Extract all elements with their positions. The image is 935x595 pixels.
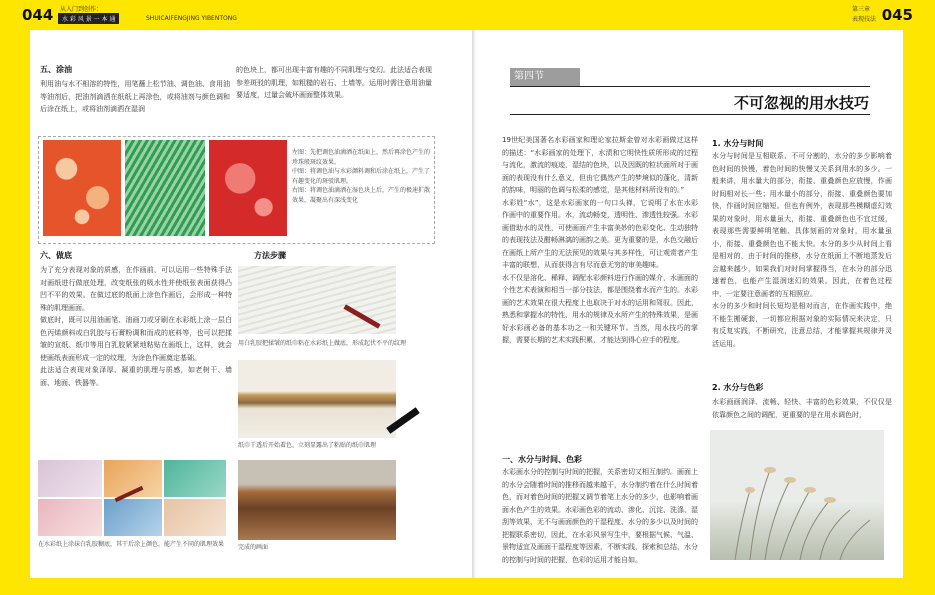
texture-swatch-6 bbox=[164, 499, 226, 536]
left-book-title: 水 彩 风 景 一 本 通 bbox=[58, 13, 119, 24]
grass-painting-image bbox=[710, 430, 884, 560]
left-series: 从入门到创作： bbox=[60, 6, 103, 13]
step2-image bbox=[238, 360, 396, 438]
sub2-title: 2. 水分与色彩 bbox=[712, 383, 764, 392]
sub1-text: 水分与时间是互相联系、不可分割的，水分的多少影响着色时间的快慢，着色时间的快慢又关系到用水的多少。一般来讲，用水量大的部分，衔接、重叠颜色应放慢，作画时间相对长一些；用水量小的部分，衔接、重叠颜色要加快，作画时间应缩短。但也有例外，表现那些模糊虚幻效果的对象时，用水量虽大，衔接、重叠颜色也不宜过缓，表现那些需要鲜明笔触、具体刻画的对象时，用水量虽小，衔接、重叠颜色也不能太快。水分的多少从时间上看是相对的，由于时间的推移，水分在纸面上不断地蒸发后会越来越少，如果我们对时间掌握得当，在水分的部分迅速着色，也能产生湿润迷幻的效果。因此，在着色过程中，一定要注意画者的互相照应。 水分的多少和时间长短均是相对而言，在作画实践中，绝不能生搬硬套，一切都应根据对象的实际情况来决定，只有反复实践，不断研究，注意总结，才能掌握其规律并灵活运用。 bbox=[712, 152, 892, 348]
step1-caption: 用白乳胶把揉皱的纸巾粘在水彩纸上做底，形成起伏不平的纹理 bbox=[238, 340, 407, 347]
bottom-left-caption: 在水彩纸上涂抹白乳胶糊底，其干后涂上颜色，能产生不同的肌理效果 bbox=[38, 541, 225, 548]
texture-swatch-5 bbox=[104, 499, 162, 536]
sec6-title: 六、做底 bbox=[40, 251, 72, 260]
section-label: 第四节 bbox=[510, 68, 580, 86]
sec5-title: 五、涂油 bbox=[40, 65, 72, 74]
section-rule-top bbox=[510, 86, 870, 87]
left-page bbox=[30, 30, 472, 578]
step2-caption: 纸巾干透后开始着色，立刻显露出了粘贴的纸巾肌理 bbox=[238, 442, 377, 449]
sec6-text: 为了充分表现对象的质感，在作画前，可以运用一些特殊手法对画纸进行做底处理，改变纸张的吸水性并使纸张表面获得凸凹不平的效果。在做过底的纸面上涂色作画后，会形成一种特殊的肌理画面。 做底时，既可以用油画笔、油画刀或牙刷在水彩纸上涂一层白色丙烯颜料或白乳胶与石膏粉调和而成的底料等，也可以把揉皱的宣纸、纸巾等用白乳胶紧紧地粘贴在画纸上，这样，就会使画纸表面形成一定的纹理，为涂色作画奠定基础。 此法适合表现对象泽厚、凝重的肌理与质感，如老树干、墙面、地面、铁器等。 bbox=[40, 266, 232, 387]
intro-text: 19世纪美国著名水彩画家和理论家拉斯金曾对水彩画做过这样的描述：“水彩画家的处理下，水渍和它明快性质所形成的过程与流化，激流的痕迹，湿结的色块，以及因既的粒状面所对于画面的表现没有什么意义，但由它偶然产生的梦境似的蓬化，清新的韵味，明丽的色调与松柔的感觉，是其他材料所没有的。” 水彩姓“水”，这是水彩画家的一句口头禅，它说明了水在水彩作画中的重要作用。水，流动畅变，透明性、渗透性较强。水彩画借助水的灵性，可使画面产生丰富美妙的色彩变化、生动独特的表现技法及酣畅淋漓的画韵之美。更为重要的是，水色交融后在画纸上所产生的无法预见的效果与其多样性，可让观赏者产生丰富的联想，从而获得言有尽而意无穷的审美趣味。 水不仅是溶化、稀释、调配水彩颜料进行作画的媒介，水画面的个性艺术表演和相当一部分技法，都是围绕着水而产生的。水彩画的艺术效果在很大程度上也取决于对水的运用和驾驭。因此，熟悉和掌握水的特性、用水的规律及水所产生的特殊效果，是画好水彩画必备的基本功之一和关键环节。当然，用水技巧的掌握，需要长期的艺术实践积累，才能达到得心应手的程度。 bbox=[502, 136, 698, 344]
texture-swatch-3 bbox=[164, 460, 226, 497]
oil-example-right-image bbox=[209, 140, 287, 236]
left-page-number: 044 bbox=[22, 6, 54, 24]
sec5-col2: 的色块上，都可出现丰富有趣的不同肌理与变幻。此法适合表现参差斑驳的肌理，如粗糙的岩石、土墙等。运用时需注意用油量要适度，过量会破坏画面整体效果。 bbox=[236, 66, 432, 99]
oil-examples-caption: 左图：先把调色油滴洒在纸面上，然后再涂色产生的珍珠般斑纹效果。 中图：将调色油与水彩颜料调和后涂在纸上，产生了有趣变化的斑驳肌理。 右图：将调色油滴洒在湿色块上后，产生的极速扩散效果，凝聚出有深浅变化 bbox=[292, 149, 431, 204]
grass-strokes-icon bbox=[710, 430, 884, 560]
texture-swatch-1 bbox=[38, 460, 102, 497]
sec1-text: 水彩画水分的控制与时间的把握，关系密切又相互制约。画面上的水分会随着时间的推移而越来越干，水分制约着在什么时间着色，而对着色时间的把握又调节着笔上水分的多少，也影响着画面水色产生的效果。水彩画色彩的流动、渗化、沉淀、洗涤、湿刮等效果，无不与画面颜色的干湿程度、水分的多少以及时间的把握联系密切，因此，在水彩风景写生中，要根据气候、气温、景物适宜及画面干湿程度等因素，不断实践，探索和总结，水分的控制与时间的把握，色彩的运用才能自如。 bbox=[502, 468, 698, 564]
step3-caption: 完成的画面 bbox=[238, 544, 269, 551]
section-title: 不可忽视的用水技巧 bbox=[733, 94, 869, 112]
left-pinyin: SHUICAIFENGJING YIBENTONG bbox=[146, 15, 237, 22]
method-title: 方法步骤 bbox=[254, 251, 286, 260]
section-rule-bottom bbox=[510, 114, 870, 115]
sec1-title: 一、水分与时间、色彩 bbox=[502, 455, 582, 464]
right-chapter-sub: 表现技法 bbox=[852, 16, 877, 23]
step3-image bbox=[238, 460, 396, 540]
right-page-number: 045 bbox=[881, 6, 913, 24]
oil-example-middle-image bbox=[125, 140, 205, 236]
sub1-title: 1. 水分与时间 bbox=[712, 139, 764, 148]
texture-swatch-4 bbox=[38, 499, 102, 536]
sub2-text: 水彩画画润泽、流畅、轻快、丰富的色彩效果，不仅仅是依靠颜色之间的调配，更重要的是在用水调色时， bbox=[712, 398, 892, 419]
sec5-col1: 利用油与水不相溶的特性，用笔蘸上松节油、调色油、食用油等油剂后，把油剂滴洒在纸纸上再涂色，或将油剂与颜色调和后涂在纸上，或将油剂滴洒在湿润 bbox=[40, 80, 230, 113]
right-page bbox=[476, 30, 903, 578]
right-chapter: 第三章 bbox=[852, 6, 871, 13]
oil-example-left-image bbox=[43, 140, 121, 236]
